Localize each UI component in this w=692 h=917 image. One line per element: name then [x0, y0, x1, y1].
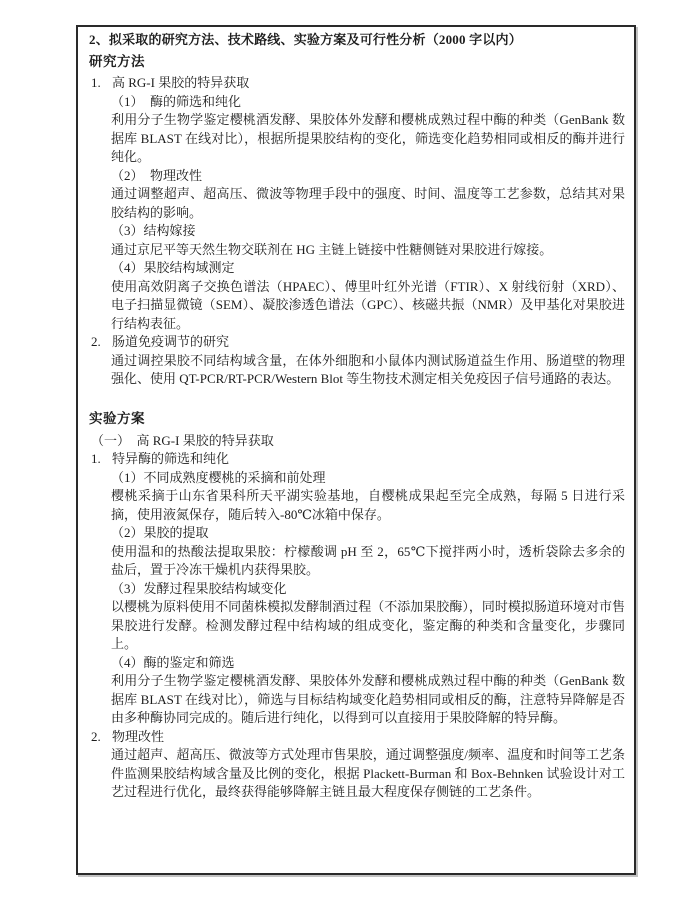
- sub-item-heading: （2） 物理改性: [111, 167, 203, 183]
- list-number: 2.: [91, 334, 101, 349]
- sub-item-heading: （3）发酵过程果胶结构域变化: [111, 580, 287, 596]
- section-prompt: 2、拟采取的研究方法、技术路线、实验方案及可行性分析（2000 字以内）: [89, 32, 522, 47]
- list-text: 特异酶的筛选和纯化: [112, 451, 230, 466]
- numbered-list-item: [91, 74, 625, 93]
- body-paragraph: 利用分子生物学鉴定樱桃酒发酵、果胶体外发酵和樱桃成熟过程中酶的种类（GenBank 数据库 BLAST 在线对比），根据所提果胶结构的变化，筛选变化趋势相同或相反的酶并进行纯化。: [111, 112, 625, 164]
- body-paragraph: 通过调整超声、超高压、微波等物理手段中的强度、时间、温度等工艺参数，总结其对果胶结构的影响。: [111, 186, 625, 220]
- body-paragraph: 使用高效阴离子交换色谱法（HPAEC）、傅里叶红外光谱（FTIR）、X 射线衍射（XRD）、电子扫描显微镜（SEM）、凝胶渗透色谱法（GPC）、核磁共振（NMR）及甲基化对果胶进行结构表征。: [111, 278, 625, 331]
- form-section-cell: [76, 25, 636, 875]
- list-text: 肠道免疫调节的研究: [112, 334, 230, 349]
- body-paragraph: 利用分子生物学鉴定樱桃酒发酵、果胶体外发酵和樱桃成熟过程中酶的种类（GenBank 数据库 BLAST 在线对比），筛选与目标结构域变化趋势相同或相反的酶，注意特异降解是否由多种酶协同完成的。随后进行纯化，以得到可以直接用于果胶降解的特异酶。: [111, 673, 625, 725]
- section-heading: 实验方案: [89, 411, 145, 426]
- body-paragraph: 以樱桃为原料使用不同菌株模拟发酵制酒过程（不添加果胶酶），同时模拟肠道环境对市售果胶进行发酵。检测发酵过程中结构域的组成变化，鉴定酶的种类和含量变化，步骤同上。: [111, 599, 625, 651]
- body-paragraph: 樱桃采摘于山东省果科所天平湖实验基地，自樱桃成果起至完全成熟，每隔 5 日进行采摘，使用液氮保存，随后转入-80℃冰箱中保存。: [111, 488, 625, 522]
- sub-item-heading: （3）结构嫁接: [111, 223, 196, 238]
- list-text: 物理改性: [112, 728, 165, 744]
- blank-line: [89, 389, 625, 408]
- sub-item-heading: （4）果胶结构域测定: [111, 260, 235, 275]
- list-number: 2.: [91, 728, 101, 744]
- section-content: [78, 27, 634, 873]
- numbered-list-item: [91, 450, 625, 469]
- section-heading: 研究方法: [89, 53, 145, 69]
- sub-item-heading: （2）果胶的提取: [111, 525, 209, 540]
- body-paragraph: 通过调控果胶不同结构域含量，在体外细胞和小鼠体内测试肠道益生作用、肠道壁的物理强化、使用 QT-PCR/RT-PCR/Western Blot 等生物技术测定相关免疫因子信号通路的表达。: [111, 352, 625, 386]
- sub-item-heading: （1） 酶的筛选和纯化: [111, 93, 242, 109]
- list-text: 高 RG-I 果胶的特异获取: [112, 75, 250, 90]
- list-number: 1.: [91, 451, 101, 466]
- list-item-cn: （一） 高 RG-I 果胶的特异获取: [91, 432, 274, 448]
- sub-item-heading: （1）不同成熟度樱桃的采摘和前处理: [111, 469, 326, 485]
- body-paragraph: 通过超声、超高压、微波等方式处理市售果胶，通过调整强度/频率、温度和时间等工艺条件监测果胶结构域含量及比例的变化，根据 Plackett-Burman 和 Box-Behnken 试验设计对工艺过程进行优化，最终获得能够降解主链且最大程度保存侧链的工艺条件。: [111, 747, 625, 799]
- sub-item-heading: （4）酶的鉴定和筛选: [111, 654, 235, 670]
- body-paragraph: 使用温和的热酸法提取果胶：柠檬酸调 pH 至 2，65℃下搅拌两小时，透析袋除去多余的盐后，置于冷冻干燥机内获得果胶。: [111, 543, 625, 577]
- body-paragraph: 通过京尼平等天然生物交联剂在 HG 主链上链接中性糖侧链对果胶进行嫁接。: [111, 241, 553, 257]
- numbered-list-item: [91, 333, 625, 352]
- numbered-list-item: [91, 728, 625, 747]
- list-number: 1.: [91, 75, 101, 90]
